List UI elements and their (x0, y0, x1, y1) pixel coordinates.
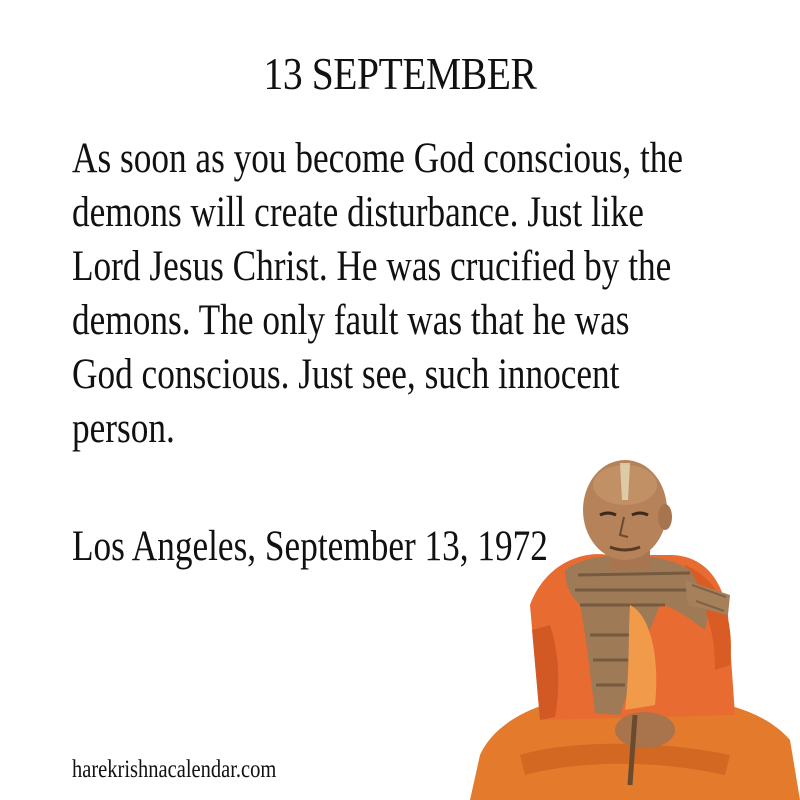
seated-elder-portrait-icon (460, 455, 800, 800)
quote-text (72, 132, 695, 456)
quote-line: demons will create disturbance. Just like (72, 189, 644, 236)
quote-line: demons. The only fault was that he was (72, 297, 630, 344)
quote-line: person. (72, 405, 175, 452)
hands (615, 712, 675, 748)
quote-line: God conscious. Just see, such innocent (72, 351, 620, 398)
website-footer: harekrishnacalendar.com (72, 756, 277, 783)
page-title: 13 SEPTEMBER (263, 48, 537, 99)
quote-source: Los Angeles, September 13, 1972 (72, 523, 548, 570)
quote-line: As soon as you become God conscious, the (72, 135, 684, 182)
quote-line: Lord Jesus Christ. He was crucified by the (72, 243, 672, 290)
